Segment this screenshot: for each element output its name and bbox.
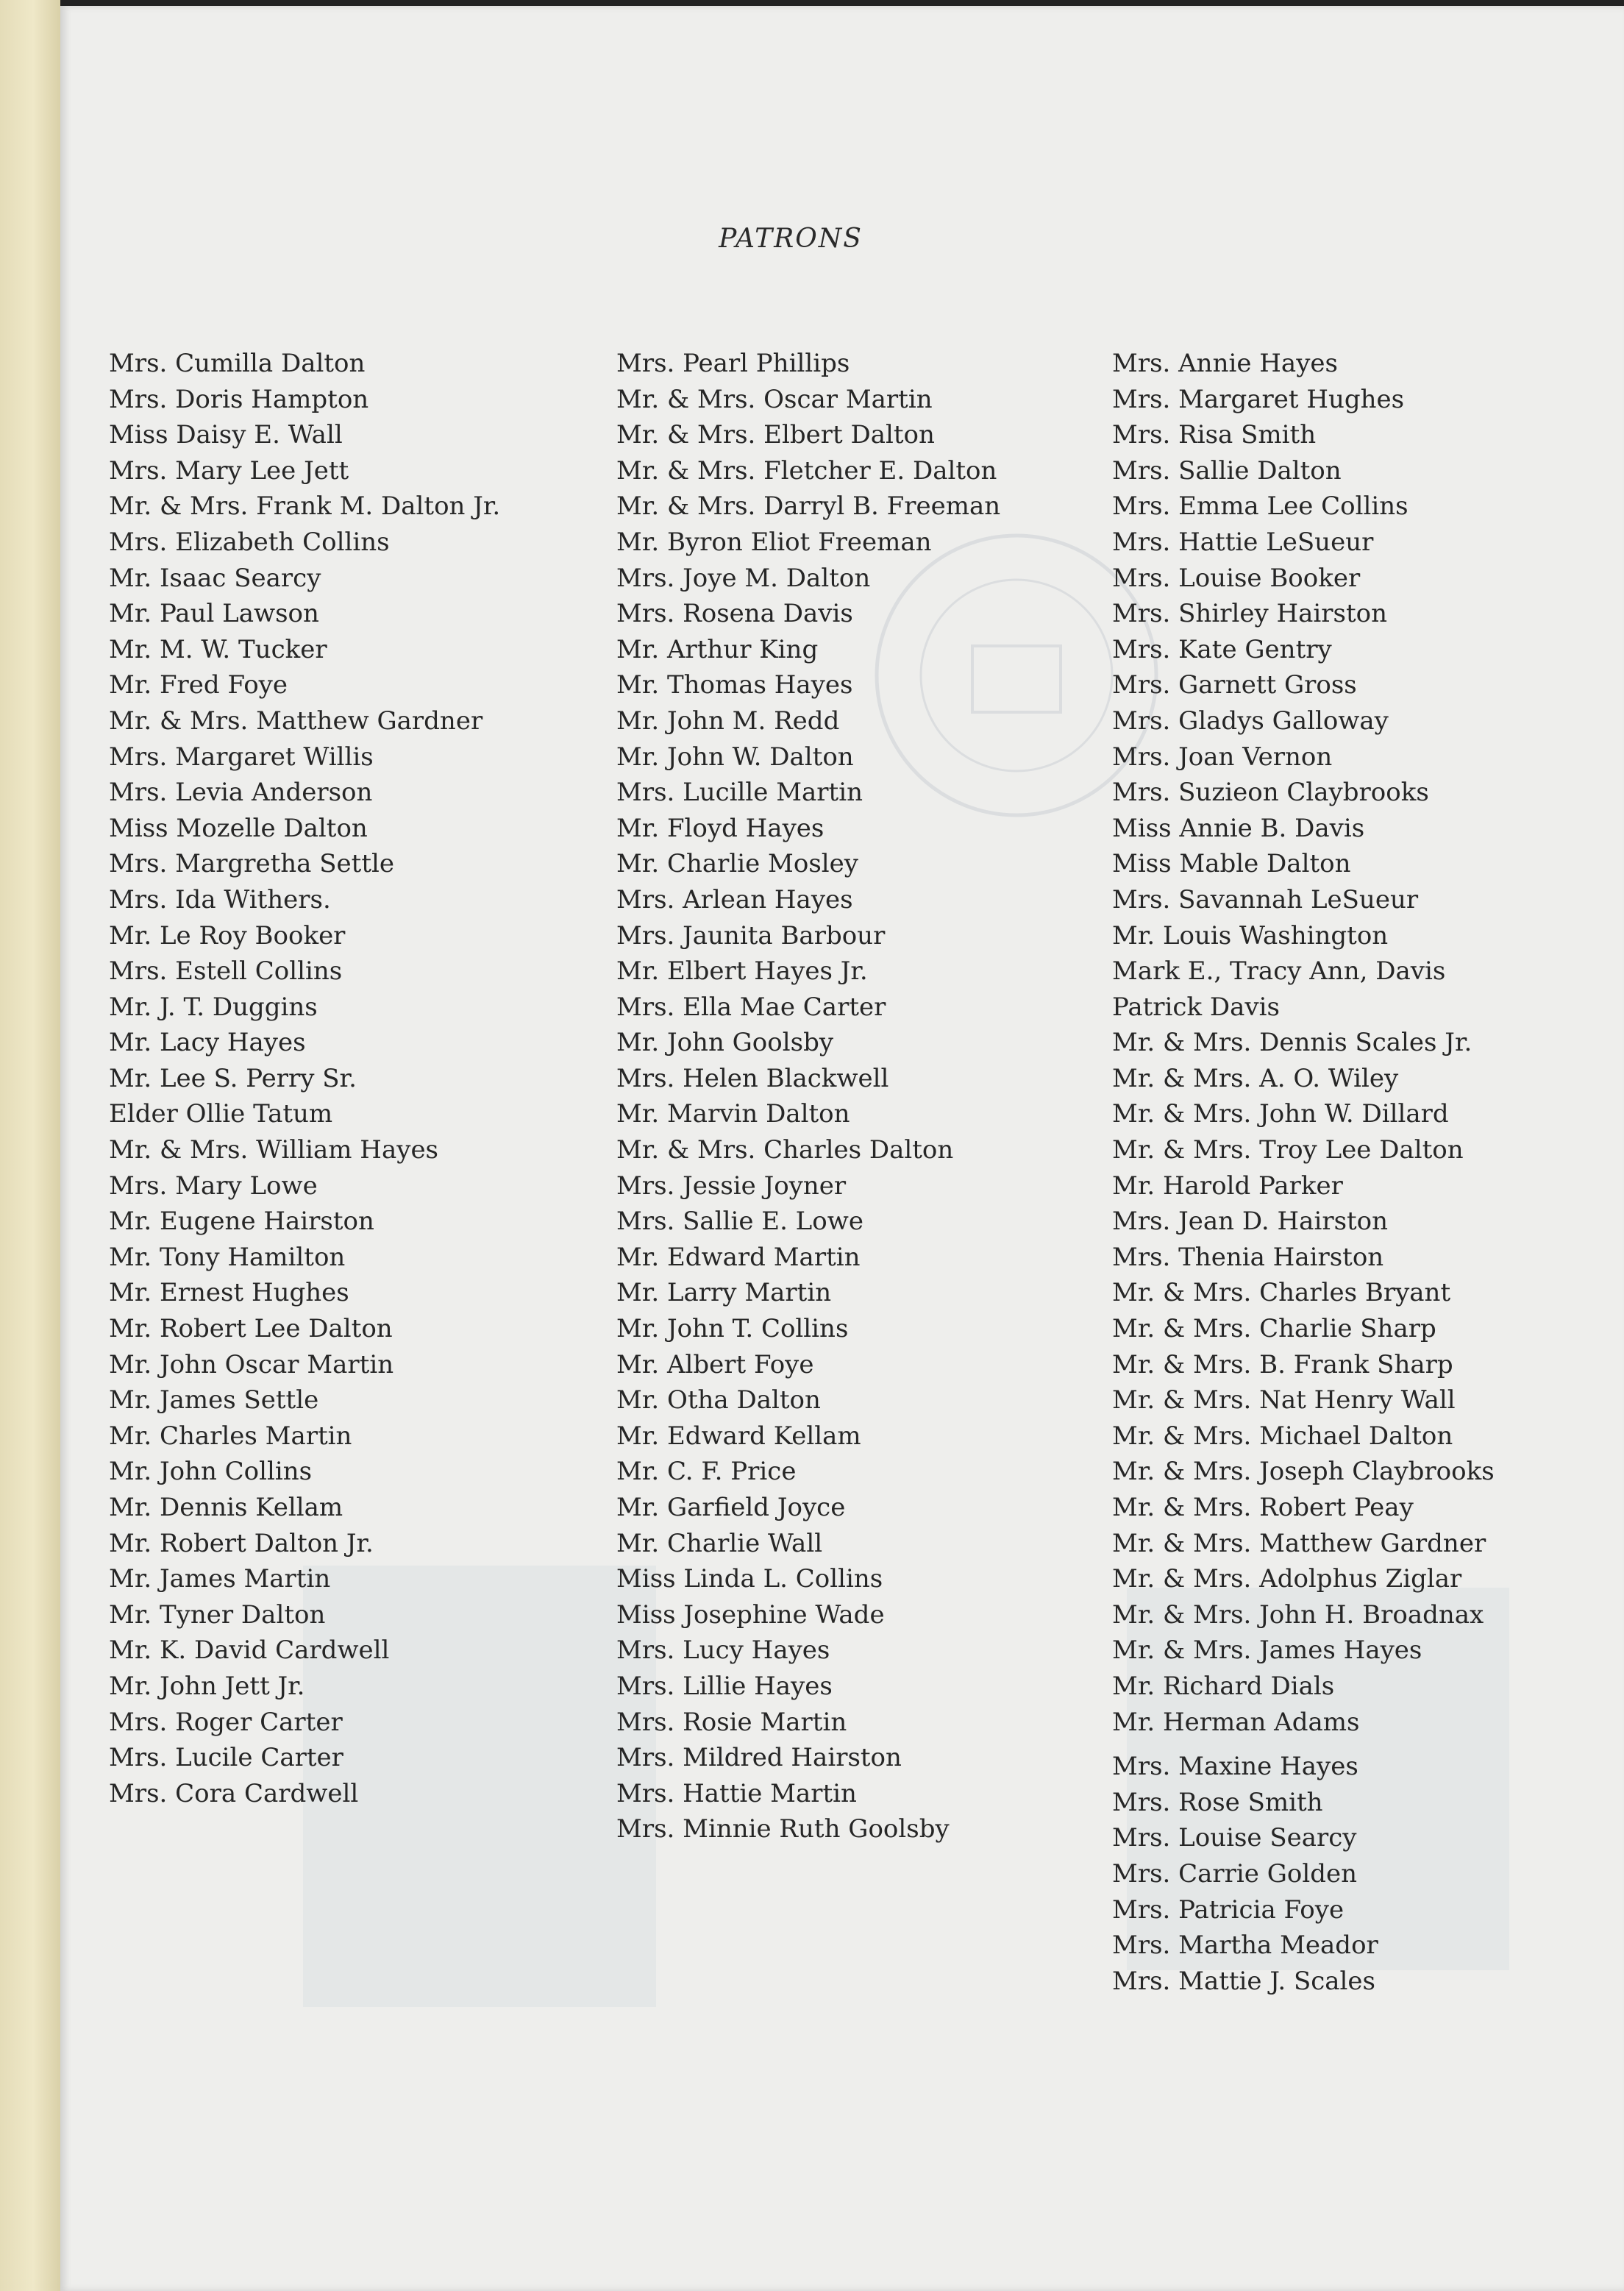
patron-name: Miss Annie B. Davis <box>1112 813 1365 843</box>
patron-name: Mr. K. David Cardwell <box>109 1635 390 1666</box>
patron-name: Mr. & Mrs. Elbert Dalton <box>616 420 935 450</box>
patron-name: Mrs. Ida Withers. <box>109 884 331 914</box>
patron-name: Miss Mozelle Dalton <box>109 813 368 843</box>
patron-name: Mrs. Martha Meador <box>1112 1931 1378 1961</box>
patron-name: Mr. & Mrs. William Hayes <box>109 1135 439 1165</box>
patron-name: Mr. Edward Martin <box>616 1242 861 1272</box>
patron-name: Mr. & Mrs. Charles Bryant <box>1112 1278 1451 1308</box>
patron-name: Mrs. Hattie LeSueur <box>1112 527 1374 557</box>
patron-name: Mrs. Joye M. Dalton <box>616 563 871 593</box>
patron-name: Mrs. Lucille Martin <box>616 778 863 808</box>
patron-name: Mrs. Annie Hayes <box>1112 349 1338 378</box>
patron-name: Mr. Garfield Joyce <box>616 1493 846 1522</box>
patron-name: Mr. Charlie Mosley <box>616 849 858 879</box>
patron-name: Mrs. Doris Hampton <box>109 384 369 414</box>
patron-name: Mr. Dennis Kellam <box>109 1493 343 1522</box>
patron-name: Mr. Harold Parker <box>1112 1171 1343 1201</box>
patron-name: Mr. & Mrs. Troy Lee Dalton <box>1112 1135 1464 1165</box>
patron-name: Mrs. Margaret Hughes <box>1112 384 1405 414</box>
patron-name: Miss Daisy E. Wall <box>109 420 343 450</box>
patron-name: Mrs. Helen Blackwell <box>616 1063 889 1093</box>
patron-name: Mrs. Patricia Foye <box>1112 1894 1345 1925</box>
patron-name: Mr. J. T. Duggins <box>109 992 318 1022</box>
patron-name: Mr. Otha Dalton <box>616 1385 821 1416</box>
patron-name: Mr. Lee S. Perry Sr. <box>109 1063 357 1093</box>
patron-name: Mrs. Suzieon Claybrooks <box>1112 778 1429 808</box>
patron-name: Mr. Elbert Hayes Jr. <box>616 956 868 987</box>
patron-name: Mr. & Mrs. Matthew Gardner <box>109 706 483 736</box>
patron-name: Elder Ollie Tatum <box>109 1099 333 1129</box>
patron-name: Mrs. Pearl Phillips <box>616 349 850 378</box>
patron-name: Mr. John T. Collins <box>616 1314 849 1344</box>
patron-name: Mrs. Jaunita Barbour <box>616 920 886 951</box>
patron-name: Mr. & Mrs. Matthew Gardner <box>1112 1528 1486 1558</box>
patron-name: Mr. & Mrs. Nat Henry Wall <box>1112 1385 1456 1416</box>
patron-name: Mark E., Tracy Ann, Davis <box>1112 956 1446 987</box>
patron-name: Miss Linda L. Collins <box>616 1564 883 1594</box>
patron-name: Mr. & Mrs. B. Frank Sharp <box>1112 1349 1453 1379</box>
patron-name: Mr. & Mrs. John W. Dillard <box>1112 1099 1449 1129</box>
patron-name: Mrs. Mary Lowe <box>109 1171 318 1201</box>
patron-name: Mrs. Carrie Golden <box>1112 1858 1358 1889</box>
patron-name: Mr. & Mrs. Michael Dalton <box>1112 1421 1453 1451</box>
patron-name: Mrs. Lillie Hayes <box>616 1671 833 1701</box>
patron-name: Mrs. Shirley Hairston <box>1112 599 1387 629</box>
patron-name: Mrs. Mary Lee Jett <box>109 455 349 486</box>
patron-name: Mr. Lacy Hayes <box>109 1028 306 1058</box>
patron-name: Mrs. Kate Gentry <box>1112 634 1332 664</box>
patron-name: Mr. Herman Adams <box>1112 1707 1360 1737</box>
patrons-column-1 <box>109 346 500 1811</box>
patron-name: Mr. & Mrs. Adolphus Ziglar <box>1112 1564 1462 1594</box>
patron-name: Mr. Fred Foye <box>109 670 288 700</box>
patron-name: Mr. Floyd Hayes <box>616 813 825 843</box>
patron-name: Mrs. Estell Collins <box>109 956 343 987</box>
patron-name: Mrs. Maxine Hayes <box>1112 1752 1358 1782</box>
patron-name: Mrs. Thenia Hairston <box>1112 1242 1384 1272</box>
patron-name: Mr. & Mrs. John H. Broadnax <box>1112 1599 1484 1630</box>
patrons-column-2 <box>616 346 1000 1847</box>
patron-name: Mrs. Sallie E. Lowe <box>616 1207 863 1237</box>
patron-name: Mr. C. F. Price <box>616 1457 797 1487</box>
patron-name: Mrs. Minnie Ruth Goolsby <box>616 1814 950 1844</box>
patron-name: Patrick Davis <box>1112 992 1280 1022</box>
patron-name: Mr. James Martin <box>109 1564 331 1594</box>
patron-name: Mr. M. W. Tucker <box>109 634 327 664</box>
patron-name: Mr. & Mrs. James Hayes <box>1112 1635 1422 1666</box>
patron-name: Mrs. Arlean Hayes <box>616 884 853 914</box>
patron-name: Mr. Arthur King <box>616 634 819 664</box>
patron-name: Mrs. Mildred Hairston <box>616 1743 902 1773</box>
patrons-column-3 <box>1112 346 1495 1999</box>
page-title: PATRONS <box>719 224 863 254</box>
patron-name: Mrs. Mattie J. Scales <box>1112 1966 1375 1996</box>
patron-name: Mr. & Mrs. Frank M. Dalton Jr. <box>109 491 501 522</box>
patron-name: Mr. & Mrs. Darryl B. Freeman <box>616 491 1001 522</box>
patron-name: Mrs. Jean D. Hairston <box>1112 1207 1389 1237</box>
patron-name: Mr. John M. Redd <box>616 706 840 736</box>
patron-name: Mr. Isaac Searcy <box>109 563 321 593</box>
patron-name: Mr. John W. Dalton <box>616 742 854 772</box>
patron-name: Mrs. Lucile Carter <box>109 1743 343 1773</box>
patron-name: Mr. & Mrs. Robert Peay <box>1112 1493 1414 1522</box>
patron-name: Mr. & Mrs. Fletcher E. Dalton <box>616 455 997 486</box>
patron-name: Mr. & Mrs. Joseph Claybrooks <box>1112 1457 1495 1487</box>
patron-name: Mr. Albert Foye <box>616 1349 814 1379</box>
patron-name: Mrs. Levia Anderson <box>109 778 373 808</box>
patron-name: Mr. & Mrs. Charlie Sharp <box>1112 1314 1436 1344</box>
patron-name: Mrs. Rosena Davis <box>616 599 853 629</box>
patron-name: Mr. John Goolsby <box>616 1028 834 1058</box>
patron-name: Mr. Eugene Hairston <box>109 1207 374 1237</box>
patron-name: Mr. Le Roy Booker <box>109 920 346 951</box>
patron-name: Mrs. Louise Searcy <box>1112 1823 1357 1853</box>
patron-name: Mr. John Collins <box>109 1457 313 1487</box>
patron-name: Mrs. Hattie Martin <box>616 1778 857 1808</box>
patron-name: Mrs. Elizabeth Collins <box>109 527 390 557</box>
patron-name: Mr. John Jett Jr. <box>109 1671 305 1701</box>
patron-name: Mrs. Risa Smith <box>1112 420 1317 450</box>
patron-name: Mr. Louis Washington <box>1112 920 1389 951</box>
patron-name: Mr. & Mrs. Dennis Scales Jr. <box>1112 1028 1472 1058</box>
patron-name: Mrs. Rose Smith <box>1112 1787 1323 1817</box>
patron-name: Mr. Thomas Hayes <box>616 670 853 700</box>
patron-name: Mr. John Oscar Martin <box>109 1349 394 1379</box>
patron-name: Mr. Tyner Dalton <box>109 1599 326 1630</box>
patron-name: Mr. Paul Lawson <box>109 599 319 629</box>
patron-name: Mrs. Garnett Gross <box>1112 670 1357 700</box>
patron-name: Mr. & Mrs. Oscar Martin <box>616 384 933 414</box>
patron-name: Mr. Charlie Wall <box>616 1528 823 1558</box>
patron-name: Mrs. Margaret Willis <box>109 742 374 772</box>
patron-name: Mrs. Savannah LeSueur <box>1112 884 1419 914</box>
patron-name: Mr. Richard Dials <box>1112 1671 1335 1701</box>
patron-name: Mrs. Roger Carter <box>109 1707 343 1737</box>
patron-name: Mrs. Margretha Settle <box>109 849 394 879</box>
patron-name: Mrs. Cumilla Dalton <box>109 349 366 378</box>
patron-name: Mrs. Ella Mae Carter <box>616 992 886 1022</box>
patron-name: Miss Josephine Wade <box>616 1599 885 1630</box>
patron-name: Mr. Byron Eliot Freeman <box>616 527 932 557</box>
patron-name: Mr. James Settle <box>109 1385 319 1416</box>
patron-name: Mr. Larry Martin <box>616 1278 832 1308</box>
patron-name: Mr. & Mrs. Charles Dalton <box>616 1135 954 1165</box>
patron-name: Mr. & Mrs. A. O. Wiley <box>1112 1063 1399 1093</box>
patron-name: Mrs. Rosie Martin <box>616 1707 847 1737</box>
patron-name: Mr. Charles Martin <box>109 1421 352 1451</box>
binding-edge <box>0 0 60 2291</box>
patron-name: Mrs. Sallie Dalton <box>1112 455 1342 486</box>
patron-name: Mr. Robert Dalton Jr. <box>109 1528 374 1558</box>
patron-name: Mrs. Gladys Galloway <box>1112 706 1389 736</box>
patron-name: Mr. Marvin Dalton <box>616 1099 850 1129</box>
patron-name: Mrs. Joan Vernon <box>1112 742 1333 772</box>
patron-name: Miss Mable Dalton <box>1112 849 1351 879</box>
patron-name: Mrs. Lucy Hayes <box>616 1635 830 1666</box>
patron-name: Mrs. Jessie Joyner <box>616 1171 847 1201</box>
patron-name: Mrs. Louise Booker <box>1112 563 1361 593</box>
patron-name: Mr. Tony Hamilton <box>109 1242 346 1272</box>
patron-name: Mr. Edward Kellam <box>616 1421 861 1451</box>
patron-name: Mr. Ernest Hughes <box>109 1278 349 1308</box>
patron-name: Mr. Robert Lee Dalton <box>109 1314 393 1344</box>
patron-name: Mrs. Cora Cardwell <box>109 1778 359 1808</box>
patron-name: Mrs. Emma Lee Collins <box>1112 491 1408 522</box>
